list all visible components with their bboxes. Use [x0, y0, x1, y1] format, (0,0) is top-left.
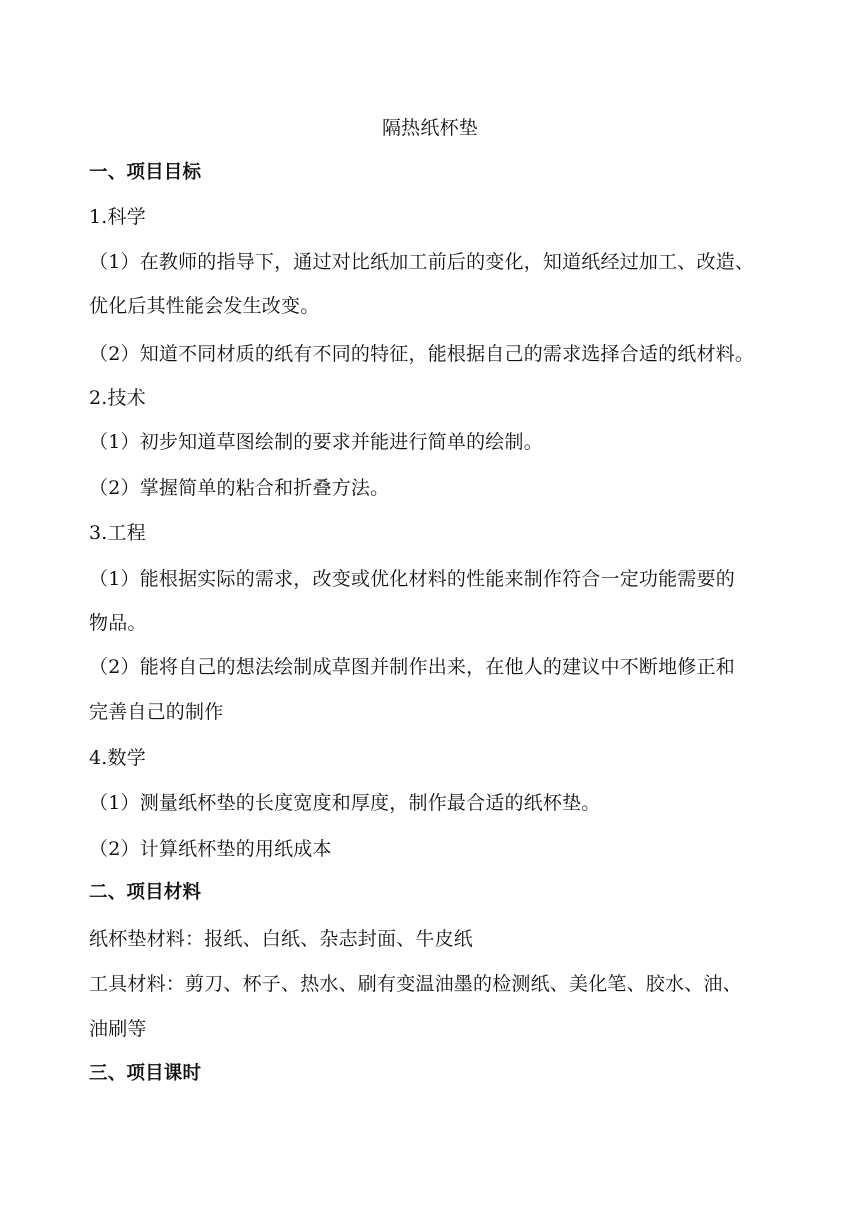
subsection-engineering: 3.工程 [89, 522, 146, 544]
paragraph-line: （1）测量纸杯垫的长度宽度和厚度，制作最合适的纸杯垫。 [89, 792, 601, 814]
paragraph-line: 纸杯垫材料：报纸、白纸、杂志封面、牛皮纸 [89, 928, 474, 950]
paragraph-line: （2）掌握简单的粘合和折叠方法。 [89, 477, 390, 499]
subsection-technology: 2.技术 [89, 387, 146, 409]
section-heading-goals: 一、项目目标 [89, 162, 202, 183]
section-heading-materials: 二、项目材料 [89, 882, 202, 903]
paragraph-line: （2）计算纸杯垫的用纸成本 [89, 838, 332, 860]
paragraph-line: 油刷等 [89, 1018, 147, 1040]
paragraph-line: 物品。 [89, 612, 147, 634]
paragraph-line: 优化后其性能会发生改变。 [89, 295, 320, 317]
paragraph-line: 完善自己的制作 [89, 701, 224, 723]
paragraph-line: （1）初步知道草图绘制的要求并能进行简单的绘制。 [89, 431, 543, 453]
paragraph-line: （1）在教师的指导下，通过对比纸加工前后的变化，知道纸经过加工、改造、 [89, 251, 755, 273]
paragraph-line: （2）能将自己的想法绘制成草图并制作出来，在他人的建议中不断地修正和 [89, 656, 735, 678]
paragraph-line: （2）知道不同材质的纸有不同的特征，能根据自己的需求选择合适的纸材料。 [89, 343, 755, 365]
section-heading-schedule: 三、项目课时 [89, 1063, 202, 1084]
document-title: 隔热纸杯垫 [381, 117, 478, 139]
paragraph-line: 工具材料：剪刀、杯子、热水、刷有变温油墨的检测纸、美化笔、胶水、油、 [89, 973, 742, 995]
subsection-math: 4.数学 [89, 747, 146, 769]
paragraph-line: （1）能根据实际的需求，改变或优化材料的性能来制作符合一定功能需要的 [89, 568, 735, 590]
subsection-science: 1.科学 [89, 206, 146, 228]
